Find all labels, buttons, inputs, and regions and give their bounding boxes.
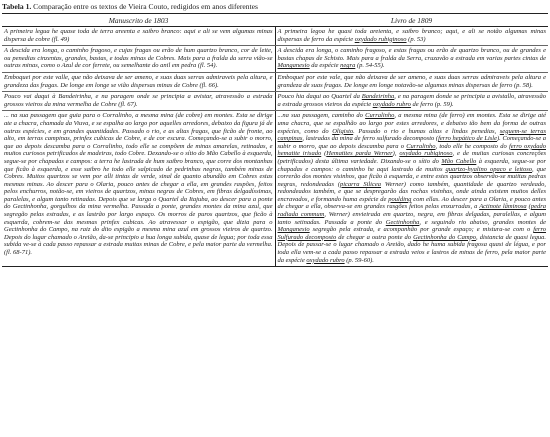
text-segment: , e de muitas curiosas concreções (petrificados) desta última variedade. Dixando-se o sítio do [277,150,546,165]
text-segment: A primeira legoa he quasi toda areienta, e saibro branco; aqui, e ali se notão algumas minas dispersas de ferro da espécie [277,28,546,43]
text-segment: ( [526,203,531,211]
text-segment: (p. 53) [406,35,426,43]
document-page [2,0,548,267]
text-segment: com ellas. Ao descer para a Olaria, e pouco antes de chegar a ella, observa-se em grandes rasgões feitos pelas enxurradas, a [277,195,546,211]
text-segment: , distancia de quasi legua. Depois de passar-se o lugar chamado o Areião, dado he huma subida fragosa quasi de légua, e por toda ella vem-se a cada passo repassar a estrada veios e lastros de minas de ferro, pela maior parte da espécie [277,233,546,264]
underlined-term: seguem-se terras campinas [277,127,546,143]
text-segment: de ferro (p. 59). [410,100,454,108]
book-1809-cell [275,111,548,267]
column-header-manuscript: Manuscrito de 1803 [2,14,275,27]
table-caption-label: Tabela 1. [2,2,32,11]
underlined-term: ferro hepático de Lisle [438,135,498,143]
text-segment: (p. 54-55). [355,62,385,70]
underlined-term: Oligisto [332,127,354,135]
underlined-term: Hematites parda Werner [326,150,393,158]
text-segment: da espécie [309,62,341,70]
manuscript-1803-cell [2,46,275,73]
table-row [2,72,548,91]
text-segment: (p. 59-60). [344,256,374,264]
book-1809-cell [275,27,548,46]
text-segment: Emboquei por este valle, que não deixava de ser ameno, e suas duas serras admiraveis pela altura, e grandeza das fragas. De longe em longe se vião dispersas minas de Cobre (fl. 66). [4,73,273,89]
underlined-term: ferro Sulfurado decomposto [277,226,546,241]
table-row [2,46,548,73]
text-segment: Pouco vai daqui à Bandeirinha, e na paragem onde se principia a avistar, atravessão a estrada grossos vieiros da mina vermelha de Cobre (fl. 67). [4,93,273,108]
text-segment: ). Começando-se a subir o morro, que ao depois descamba para o [277,135,547,150]
table-body [2,27,548,267]
underlined-term: picarra Silicea [339,180,382,188]
table-row [2,27,548,46]
underlined-term: Manganesio [277,226,310,234]
underlined-term: quartzo-hyalino opaco e leitoso [445,165,533,173]
text-segment: , lastradas da mina de ferro sulfurado decomposto ( [302,135,439,143]
text-segment: Emboquei por este vale, que não deixava de ser ameno, e suas duas serras admiraveis pela altura e grandeza de suas fragas. De longe em longe notavão-se algumas minas dispersas de ferro (p. 58). [277,73,546,89]
book-1809-cell [275,92,548,111]
column-header-book: Livro de 1809 [275,14,548,27]
table-header-row [2,14,548,27]
manuscript-1803-cell [2,92,275,111]
text-segment: ... na sua passagem que guia para o Corralinho, a mesma mina (de cobre) em montes. Esta se dirige ate a chacra, chamada da Viuva, e se espalha ao largo por aquelles arredores, debaixo da figura já de outras espécies, e em grandes quantidades. Passado o rio, e as altas fragas, que ficão de fronte, ao alto, em terras campinas, prinfex cubicas de Cobre, e de cor escura. Começando-se a subir o morro, que ao depois descamba para o Corralinho, todo elle se compõem de minas amarelas, retinadas, e muitos curiosos petrificados de madeiras, todo Cobre. Dexando-se o sítio do Mão Cabello à esquerda, segue-se por chapadas e campos: a terra he lastrada de hum saibro branco, que corre dos montanhas que ficão à esquerda, e esse saibro he todo elle salpicado de pedrinhas negras, também minas de Cobres. Muitos quartzos se vem por alli tintas de verde, sinal de quanto abundão em Cobres estas mesmas minas. Ao descer para o Olaria, pouco antes de chegar a ella, em grandes raspões, feitos pelos enchurros, notão-se, em vieiros de quartzos, minas negras de Cobres, em fibras delgadíssimas, paralelas, e algum tanto retinadas. Depois que se larga o Quartel da Itajuba, ao descer para a ponte do Gectinhonha, gorgulhos da mina vermelha. Passada a ponte, grandes montes da mina azul, que segregão pelas estradas, e as lastrão por largo espaço. Os morros de puros quartzos, que ficão à esquerda, cobrem-se das mesmas prinfex cubicas. Ao atravessar o espigão, que dizia para o Gectinhonha do Campo, na raiz do dito espigão a mesma mina azul em grossos vieiros de quartzo. Depois do lugar chamado o Areião, da-se principio a hua longa subida, quase de legua; por toda essa subida ve-se à cada passo repassar a estrada muitas minas de Cobre, e pela maior parte da vermelha. (fl. 68-71). [4,112,273,257]
text-segment: ...na sua passagem, caminho do [277,112,366,120]
text-segment: . Passado o rio e humas altas e lindas penedias, [353,127,500,135]
underlined-term: Mão Cabello [441,157,477,165]
underlined-term: Curralinho [365,112,395,120]
manuscript-1803-cell [2,111,275,267]
text-segment: , e seguindo rio abaixo, grandes montes de [419,218,546,226]
table-caption [2,0,548,13]
text-segment: de chegar a outra ponte do [336,233,414,241]
underlined-term: Gectinhonha do Campo [413,233,477,241]
text-segment: Pouco hia daqui ao Quartel da [277,93,362,101]
text-segment: , todo elle he composto do [435,142,509,150]
text-segment: ( [321,150,327,158]
table-row [2,111,548,267]
underlined-term: ferro oxydado hematite irisado [277,142,546,158]
manuscript-1803-cell [2,27,275,46]
underlined-term: oxydado rubiginoso [354,35,407,43]
underlined-term: Manganesio [277,62,310,70]
text-segment: segregão pela estrada, e acompanhão por grande espaço; e mistura-se com o [309,226,534,234]
table-caption-text: Comparação entre os textos de Vieira Couto, redigidos em anos diferentes [31,2,258,11]
book-1809-cell [275,46,548,73]
text-segment: à esquerda, segue-se por chapadas e campos: o caminho he aqui lastrado de muitos [277,157,546,173]
underlined-term: pedra radiada commum [277,203,546,219]
underlined-term: Bandeirinha [361,93,395,101]
text-segment: ), [392,150,400,158]
underlined-term: oxydado rubiginoso [399,150,453,158]
underlined-term: Actinote lâminosa [479,203,527,211]
table-row [2,92,548,111]
text-segment: A descida era longa, o caminho fragoso, e cujas fragas ou erão de hum quartzo branco, cor de leite, ou penedias cinzentas, grandes, bastas, e todas minas de Cobres. Mais para a fralda da serra vião-se outras minas, como o Azul de cor ferrete, ou semelhante do anil em pedra (fl. 54). [4,47,273,70]
book-1809-cell [275,72,548,91]
underlined-term: oxydado rubro [306,256,345,264]
underlined-term: poulding [388,195,412,203]
text-segment: , Werner) envieirada em quartzo, negra, em fibras delgadas, paralellas, e algum tanto setinadas. Passada a ponte do [277,211,547,226]
text-segment: A descida era longa, o caminho fragoso, e estas fragas ou erão de quartzo branco, ou de grandes e bastas chapas de Schisto. Mais para a fralda da Serra, cruzavão a estrada em varias partes cintas de [277,47,546,62]
text-segment: , e na paragem donde se principia a avistallo, atravessão a estrada grossos vieiros da espécie [277,93,546,108]
underlined-term: oxydado rubro [372,100,411,108]
underlined-term: Gectinhonha [385,218,420,226]
manuscript-1803-cell [2,72,275,91]
text-segment: , que correrão dos montes visinhos, que ficão à esquerda, e entre estes quartzos observão-se mutitas pedras negras, redondeadas ( [277,165,546,188]
text-segment: A primeira legua he quase toda de terra areenta e saibro branco: aqui e ali se vem algumas minas dispersa de cobre (fl. 49) [4,28,273,43]
underlined-term: Curralinho [406,142,436,150]
comparison-table [2,13,548,267]
text-segment: Werner) como também, quantidade de quartzo verdeado, redondeados também, e que se despregarão das rochas visinhas, onde ainda existem muitos delles encravados, e formando huma espécie de [277,180,546,203]
text-segment: , a mesma mina (de ferro) em montes. Esta se dirige até uma chacra, que se espalhão ao largo por estes arredores, e debaixo tão bem da forma de outras espécies, como do [277,112,546,135]
underlined-term: negra [340,62,356,70]
